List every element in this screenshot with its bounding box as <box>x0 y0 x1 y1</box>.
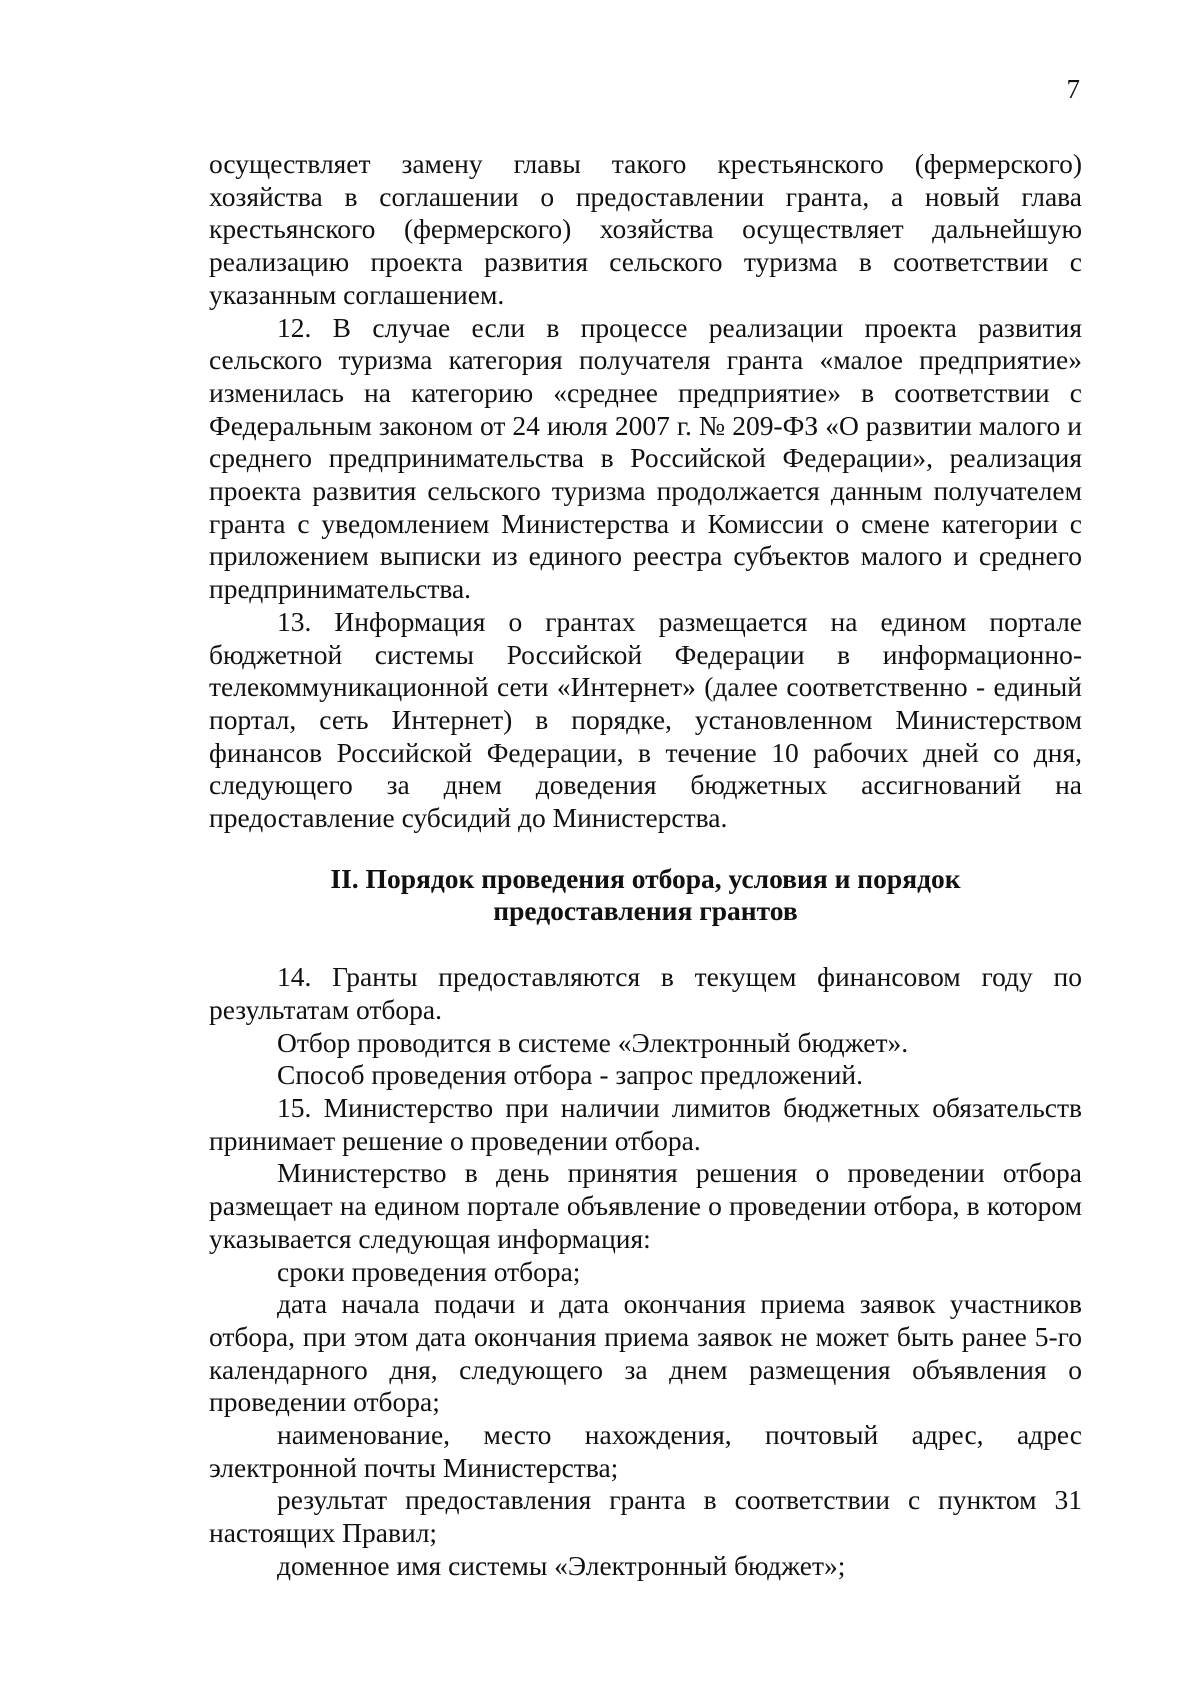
paragraph-item-15: 15. Министерство при наличии лимитов бюджетных обязательств принимает решение о проведении отбора. <box>209 1091 1082 1156</box>
section-heading-line-1: II. Порядок проведения отбора, условия и порядок <box>330 862 961 894</box>
list-item-selection-dates: сроки проведения отбора; <box>277 1255 581 1287</box>
list-item-domain-name: доменное имя системы «Электронный бюджет»; <box>277 1549 846 1581</box>
section-heading-line-2: предоставления грантов <box>493 895 798 927</box>
paragraph-selection-system: Отбор проводится в системе «Электронный бюджет». <box>277 1026 909 1058</box>
paragraph-item-12: 12. В случае если в процессе реализации проекта развития сельского туризма категория получателя гранта «малое предприятие» изменилась на категорию «среднее предприятие» в соответствии с Федеральным законом от 24 июля 2007 г. № 209-ФЗ «О развитии малого и среднего предпринимательства в Российской Федерации», реализация проекта развития сельского туризма продолжается данным получателем гранта с уведомлением Министерства и Комиссии о смене категории с приложением выписки из единого реестра субъектов малого и среднего предпринимательства. <box>209 311 1082 605</box>
page-number: 7 <box>1066 74 1080 104</box>
paragraph-item-14: 14. Гранты предоставляются в текущем финансовом году по результатам отбора. <box>209 961 1082 1025</box>
list-item-application-dates: дата начала подачи и дата окончания приема заявок участников отбора, при этом дата окончания приема заявок не может быть ранее 5-го календарного дня, следующего за днем размещения объявления о проведении отбора; <box>209 1288 1082 1418</box>
document-body <box>209 148 1082 1583</box>
section-heading <box>209 863 1082 928</box>
paragraph-continuation: осуществляет замену главы такого крестьянского (фермерского) хозяйства в соглашении о предоставлении гранта, а новый глава крестьянского (фермерского) хозяйства осуществляет дальнейшую реализацию проекта развития сельского туризма в соответствии с указанным соглашением. <box>209 148 1082 310</box>
list-item-ministry-contacts: наименование, место нахождения, почтовый адрес, адрес электронной почты Министерства; <box>209 1419 1082 1483</box>
paragraph-announcement: Министерство в день принятия решения о проведении отбора размещает на едином портале объявление о проведении отбора, в котором указывается следующая информация: <box>209 1157 1082 1254</box>
paragraph-selection-method: Способ проведения отбора - запрос предложений. <box>277 1059 864 1091</box>
list-item-grant-result: результат предоставления гранта в соответствии с пунктом 31 настоящих Правил; <box>209 1484 1082 1549</box>
paragraph-item-13: 13. Информация о грантах размещается на едином портале бюджетной системы Российской Федерации в информационно-телекоммуникационной сети «Интернет» (далее соответственно - единый портал, сеть Интернет) в порядке, установленном Министерством финансов Российской Федерации, в течение 10 рабочих дней со дня, следующего за днем доведения бюджетных ассигнований на предоставление субсидий до Министерства. <box>209 605 1082 834</box>
